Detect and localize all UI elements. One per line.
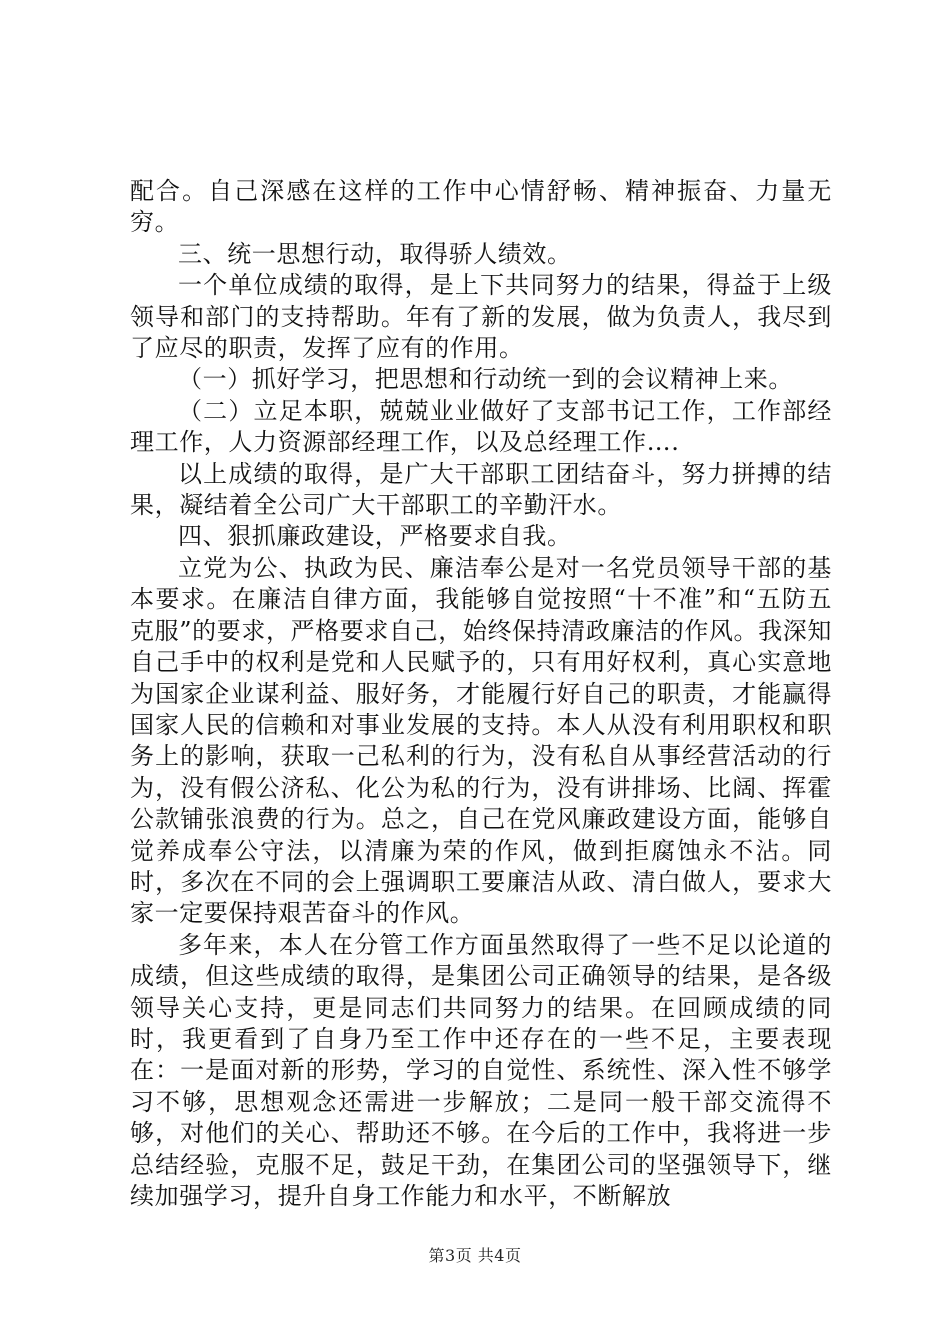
page-footer: 第3页 共4页 [428,1246,522,1265]
paragraph-3: 一个单位成绩的取得，是上下共同努力的结果，得益于上级领导和部门的支持帮助。年有了新的发展，做为负责人，我尽到了应尽的职责，发挥了应有的作用。 [130,271,832,363]
paragraph-8: 立党为公、执政为民、廉洁奉公是对一名党员领导干部的基本要求。在廉洁自律方面，我能够自觉按照“十不准”和“五防五克服”的要求，严格要求自己，始终保持清政廉洁的作风。我深知自己手中的权利是党和人民赋予的，只有用好权利，真心实意地为国家企业谋利益、服好务，才能履行好自己的职责，才能赢得国家人民的信赖和对事业发展的支持。本人从没有利用职权和职务上的影响，获取一己私利的行为，没有私自从事经营活动的行为，没有假公济私、化公为私的行为，没有讲排场、比阔、挥霍公款铺张浪费的行为。总之，自己在党风廉政建设方面，能够自觉养成奉公守法，以清廉为荣的作风，做到拒腐蚀永不沾。同时，多次在不同的会上强调职工要廉洁从政、清白做人，要求大家一定要保持艰苦奋斗的作风。 [130,553,832,928]
paragraph-9: 多年来，本人在分管工作方面虽然取得了一些不足以论道的成绩，但这些成绩的取得，是集团公司正确领导的结果，是各级领导关心支持，更是同志们共同努力的结果。在回顾成绩的同时，我更看到了自身乃至工作中还存在的一些不足，主要表现在：一是面对新的形势，学习的自觉性、系统性、深入性不够学习不够，思想观念还需进一步解放；二是同一般干部交流得不够，对他们的关心、帮助还不够。在今后的工作中，我将进一步总结经验，克服不足，鼓足干劲，在集团公司的坚强领导下，继续加强学习，提升自身工作能力和水平，不断解放 [130,930,832,1210]
subheading-2: （二）立足本职，兢兢业业做好了支部书记工作，工作部经理工作，人力资源部经理工作，以及总经理工作…. [130,396,832,457]
paragraph-1: 配合。自己深感在这样的工作中心情舒畅、精神振奋、力量无穷。 [130,177,832,237]
section-heading-4: 四、狠抓廉政建设，严格要求自我。 [178,522,572,551]
paragraph-6: 以上成绩的取得，是广大干部职工团结奋斗，努力拼搏的结果，凝结着全公司广大干部职工的辛勤汗水。 [130,459,832,520]
document-body [130,176,832,1212]
section-heading-3: 三、统一思想行动，取得骄人绩效。 [178,239,572,268]
subheading-1: （一）抓好学习，把思想和行动统一到的会议精神上来。 [178,365,793,394]
